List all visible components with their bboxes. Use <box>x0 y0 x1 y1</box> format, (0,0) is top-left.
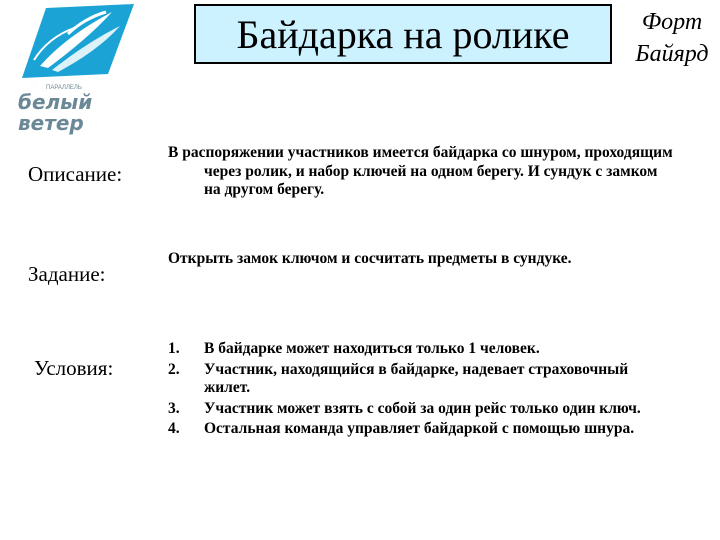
slide-title: Байдарка на ролике <box>194 4 612 64</box>
condition-item <box>168 400 668 419</box>
condition-number: 3. <box>168 399 180 417</box>
condition-number: 2. <box>168 360 180 378</box>
condition-item <box>168 361 668 398</box>
condition-item <box>168 340 668 359</box>
condition-text: Участник, находящийся в байдарке, надевает страховочный жилет. <box>204 360 629 396</box>
task-text: Открыть замок ключом и сосчитать предметы в сундуке. <box>168 250 572 267</box>
condition-text: Участник может взять с собой за один рейс только один ключ. <box>204 399 641 417</box>
logo-word-2: ветер <box>18 111 84 135</box>
brand-logo <box>8 0 138 140</box>
wind-emblem-icon <box>8 0 138 140</box>
logo-tagline: ПАРАЛЛЕЛЬ <box>46 85 82 91</box>
conditions-label: Условия: <box>34 356 114 380</box>
corner-note <box>624 6 720 70</box>
condition-number: 4. <box>168 420 180 437</box>
logo-word-1: белый <box>18 90 93 114</box>
conditions-list <box>168 340 668 441</box>
description-text: В распоряжении участников имеется байдарка со шнуром, проходящим через ролик, и набор ключей на одном берегу. И сундук с замком на другом берегу. <box>168 144 673 198</box>
corner-note-line-1: Форт <box>641 9 703 35</box>
condition-text: Остальная команда управляет байдаркой с помощью шнура. <box>204 420 635 437</box>
corner-note-line-2: Байярд <box>635 41 709 67</box>
condition-text: В байдарке может находиться только 1 человек. <box>204 340 540 357</box>
condition-number: 1. <box>168 340 180 357</box>
task-label: Задание: <box>28 262 106 286</box>
condition-item <box>168 420 668 439</box>
description-label: Описание: <box>28 162 123 186</box>
